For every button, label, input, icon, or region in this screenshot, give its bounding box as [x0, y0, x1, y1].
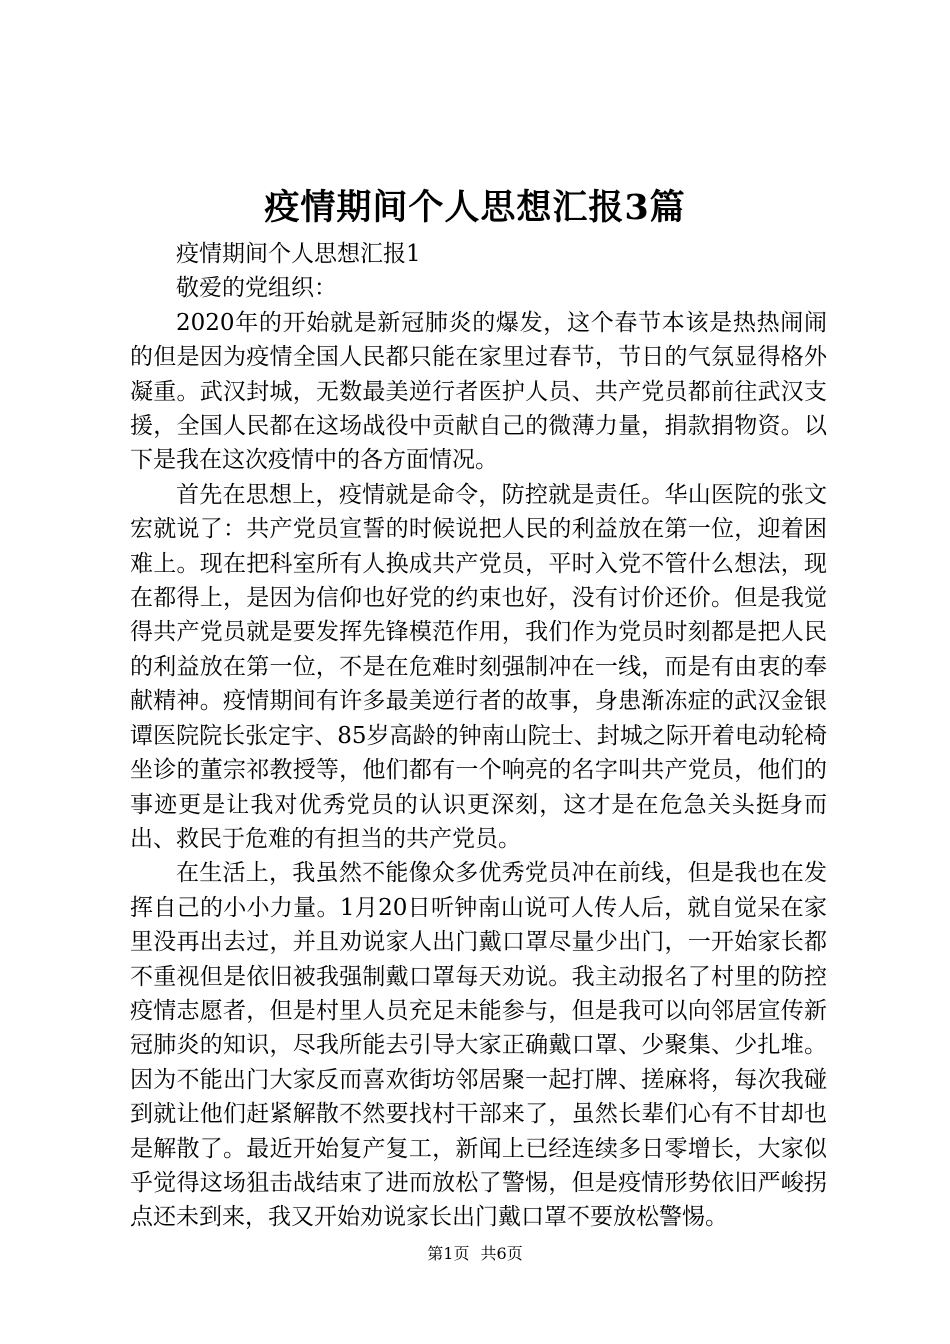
paragraph-life: 在生活上，我虽然不能像众多优秀党员冲在前线，但是我也在发挥自己的小小力量。1月20日听钟南山说可人传人后，就自觉呆在家里没再出去过，并且劝说家人出门戴口罩尽量少出门，一开始家长都不重视但是依旧被我强制戴口罩每天劝说。我主动报名了村里的防控疫情志愿者，但是村里人员充足未能参与，但是我可以向邻居宣传新冠肺炎的知识，尽我所能去引导大家正确戴口罩、少聚集、少扎堆。因为不能出门大家反而喜欢街坊邻居聚一起打牌、搓麻将，每次我碰到就让他们赶紧解散不然要找村干部来了，虽然长辈们心有不甘却也是解散了。最近开始复产复工，新闻上已经连续多日零增长，大家似乎觉得这场狙击战结束了进而放松了警惕，但是疫情形势依旧严峻拐点还未到来，我又开始劝说家长出门戴口罩不要放松警惕。 [130, 860, 827, 1231]
page-footer [0, 1244, 950, 1264]
page-total: 共6页 [480, 1244, 523, 1263]
paragraph-thought: 首先在思想上，疫情就是命令，防控就是责任。华山医院的张文宏就说了：共产党员宣誓的时候说把人民的利益放在第一位，迎着困难上。现在把科室所有人换成共产党员，平时入党不管什么想法，现在都得上，是因为信仰也好党的约束也好，没有讨价还价。但是我觉得共产党员就是要发挥先锋模范作用，我们作为党员时刻都是把人民的利益放在第一位，不是在危难时刻强制冲在一线，而是有由衷的奉献精神。疫情期间有许多最美逆行者的故事，身患渐冻症的武汉金银谭医院院长张定宇、85岁高龄的钟南山院士、封城之际开着电动轮椅坐诊的董宗祁教授等，他们都有一个响亮的名字叫共产党员，他们的事迹更是让我对优秀党员的认识更深刻，这才是在危急关头挺身而出、救民于危难的有担当的共产党员。 [130, 481, 827, 852]
document-body [130, 237, 827, 1235]
section-heading: 疫情期间个人思想汇报1 [176, 241, 421, 267]
page-number: 第1页 [427, 1244, 470, 1263]
document-title: 疫情期间个人思想汇报3篇 [264, 187, 686, 228]
salutation: 敬爱的党组织： [176, 275, 337, 302]
paragraph-intro: 2020年的开始就是新冠肺炎的爆发，这个春节本该是热热闹闹的但是因为疫情全国人民都只能在家里过春节，节日的气氛显得格外凝重。武汉封城，无数最美逆行者医护人员、共产党员都前往武汉支援，全国人民都在这场战役中贡献自己的微薄力量，捐款捐物资。以下是我在这次疫情中的各方面情况。 [130, 309, 827, 474]
